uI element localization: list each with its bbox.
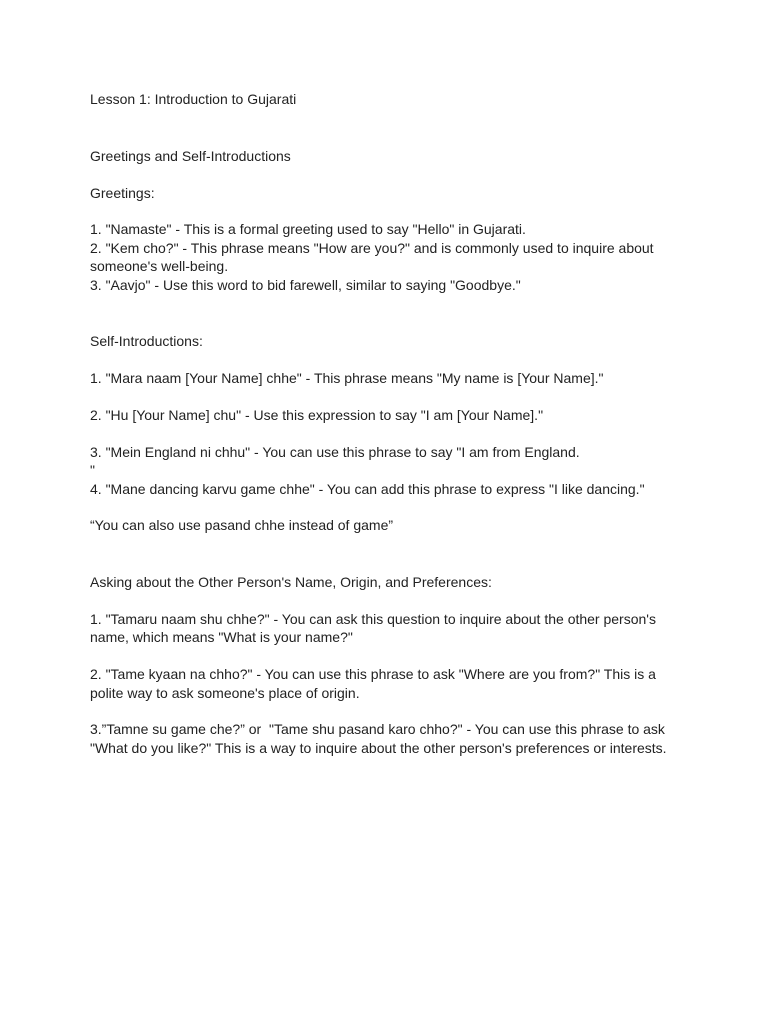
list-item: 3. "Aavjo" - Use this word to bid farewell, similar to saying "Goodbye."	[90, 276, 521, 293]
list-item: 1. "Namaste" - This is a formal greeting used to say "Hello" in Gujarati.	[90, 221, 526, 238]
self-introductions-list	[90, 369, 678, 498]
greetings-list	[90, 220, 678, 294]
list-item	[90, 720, 678, 757]
greetings-heading: Greetings:	[90, 184, 155, 201]
list-item-line: 1. "Tamaru naam shu chhe?" - You can ask this question to inquire about the other person's	[90, 611, 656, 627]
list-item: "	[90, 462, 95, 479]
list-item-line: name, which means "What is your name?"	[90, 629, 353, 646]
list-item: 1. "Mara naam [Your Name] chhe" - This phrase means "My name is [Your Name]."	[90, 370, 604, 387]
asking-heading: Asking about the Other Person's Name, Origin, and Preferences:	[90, 574, 492, 591]
list-item: 4. "Mane dancing karvu game chhe" - You can add this phrase to express "I like dancing."	[90, 480, 645, 497]
list-item: 2. "Kem cho?" - This phrase means "How are you?" and is commonly used to inquire about someone's well-being.	[90, 239, 658, 275]
list-item-line: 2. "Tame kyaan na chho?" - You can use this phrase to ask "Where are you from?" This is a	[90, 666, 656, 683]
list-item-line: polite way to ask someone's place of origin.	[90, 684, 360, 701]
self-introductions-note: “You can also use pasand chhe instead of game”	[90, 517, 394, 534]
list-item: 3. "Mein England ni chhu" - You can use this phrase to say "I am from England.	[90, 443, 580, 460]
list-item-line: 3.”Tamne su game che?” or "Tame shu pasand karo chho?" - You can use this phrase to ask	[90, 721, 665, 738]
list-item: 2. "Hu [Your Name] chu" - Use this expression to say "I am [Your Name]."	[90, 407, 544, 423]
self-introductions-heading: Self-Introductions:	[90, 333, 203, 350]
list-item	[90, 610, 678, 647]
list-item-line: "What do you like?" This is a way to inquire about the other person's preferences or interests.	[90, 739, 667, 756]
lesson-title: Lesson 1: Introduction to Gujarati	[90, 91, 297, 107]
asking-list	[90, 610, 678, 757]
list-item	[90, 665, 678, 702]
section-heading: Greetings and Self-Introductions	[90, 147, 291, 164]
